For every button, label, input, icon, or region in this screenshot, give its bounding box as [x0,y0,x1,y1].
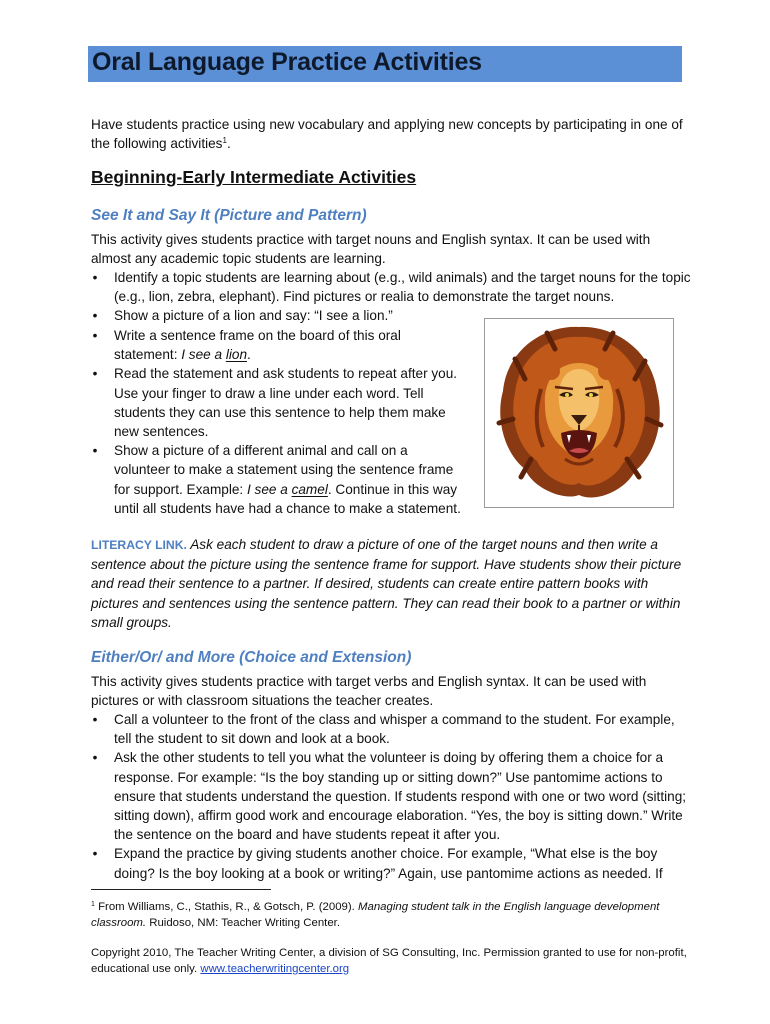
list-item: • Identify a topic students are learning about (e.g., wild animals) and the target nouns for the topic (e.g., lion, zebra, elephant). Find pictures or realia to demonstrate the target nouns. [92,270,691,305]
section-heading: Beginning-Early Intermediate Activities [91,167,417,187]
activity1-list-wrapped [91,326,481,518]
activity1-intro: This activity gives students practice with target nouns and English syntax. It can be used with almost any academic topic students are learning. [91,232,651,267]
title-banner [88,46,682,82]
activity2-heading: Either/Or/ and More (Choice and Extension) [91,649,412,666]
footnote-ref: 1 [222,136,227,146]
list-item: • Expand the practice by giving students another choice. For example, “What else is the boy doing? Is the boy looking at a book or writing?” Again, use pantomime actions as needed. If [92,846,663,881]
lion-illustration [485,319,673,507]
lion-image [484,318,674,508]
activity2-intro: This activity gives students practice with target verbs and English syntax. It can be used with pictures or with classroom situations the teacher creates. [91,674,647,709]
list-item: • Show a picture of a different animal and call on a volunteer to make a statement using the sentence frame for support. Example: I see a camel. Continue in this way until all students have had a chance to make a statement. [92,443,461,516]
footnote: $^1$ From Williams, C., Stathis, R., & Gotsch, P. (2009). Managing student talk in the English language development classroom. Ruidoso, NM: Teacher Writing Center. [91,901,660,929]
list-item: • Ask the other students to tell you what the volunteer is doing by offering them a choice for a response. For example: “Is the boy standing up or sitting down?” Use pantomime actions to ensure that students understand the question. If students respond with one or two word (sitting; sitting down), affirm good work and encourage elaboration. “Yes, the boy is sitting down.” Write the sentence on the board and have students repeat it after you. [92,750,687,843]
list-item: • Write a sentence frame on the board of this oral statement: I see a lion. [92,328,401,363]
list-item: • Show a picture of a lion and say: “I see a lion.” [92,308,393,324]
literacy-link-label: LITERACY LINK. [91,538,187,552]
literacy-link-paragraph: LITERACY LINK. Ask each student to draw a picture of one of the target nouns and then write a sentence about the picture using the sentence frame for support. Have students show their picture and read their sentence to a partner. If desired, students can create entire pattern books with pictures and sentences using the sentence pattern. They can read their book to a partner or within small groups. [91,537,682,630]
page-title: Oral Language Practice Activities [92,48,482,76]
list-item: • Call a volunteer to the front of the class and whisper a command to the student. For example, tell the student to sit down and look at a book. [92,712,675,747]
intro-paragraph: Have students practice using new vocabulary and applying new concepts by participating in one of the following activities$^1$. [91,117,683,152]
activity1-heading: See It and Say It (Picture and Pattern) [91,207,367,224]
copyright-notice: Copyright 2010, The Teacher Writing Center, a division of SG Consulting, Inc. Permission granted to use for non-profit, educational use only. www.teacherwritingcenter.org [91,947,687,975]
activity1-list-top [91,268,691,326]
website-link[interactable]: www.teacherwritingcenter.org [200,963,350,975]
activity2-list [91,710,691,883]
list-item: • Read the statement and ask students to repeat after you. Use your finger to draw a line under each word. Tell students they can use this sentence to help them make new sentences. [92,366,458,440]
footnote-divider [91,889,271,890]
